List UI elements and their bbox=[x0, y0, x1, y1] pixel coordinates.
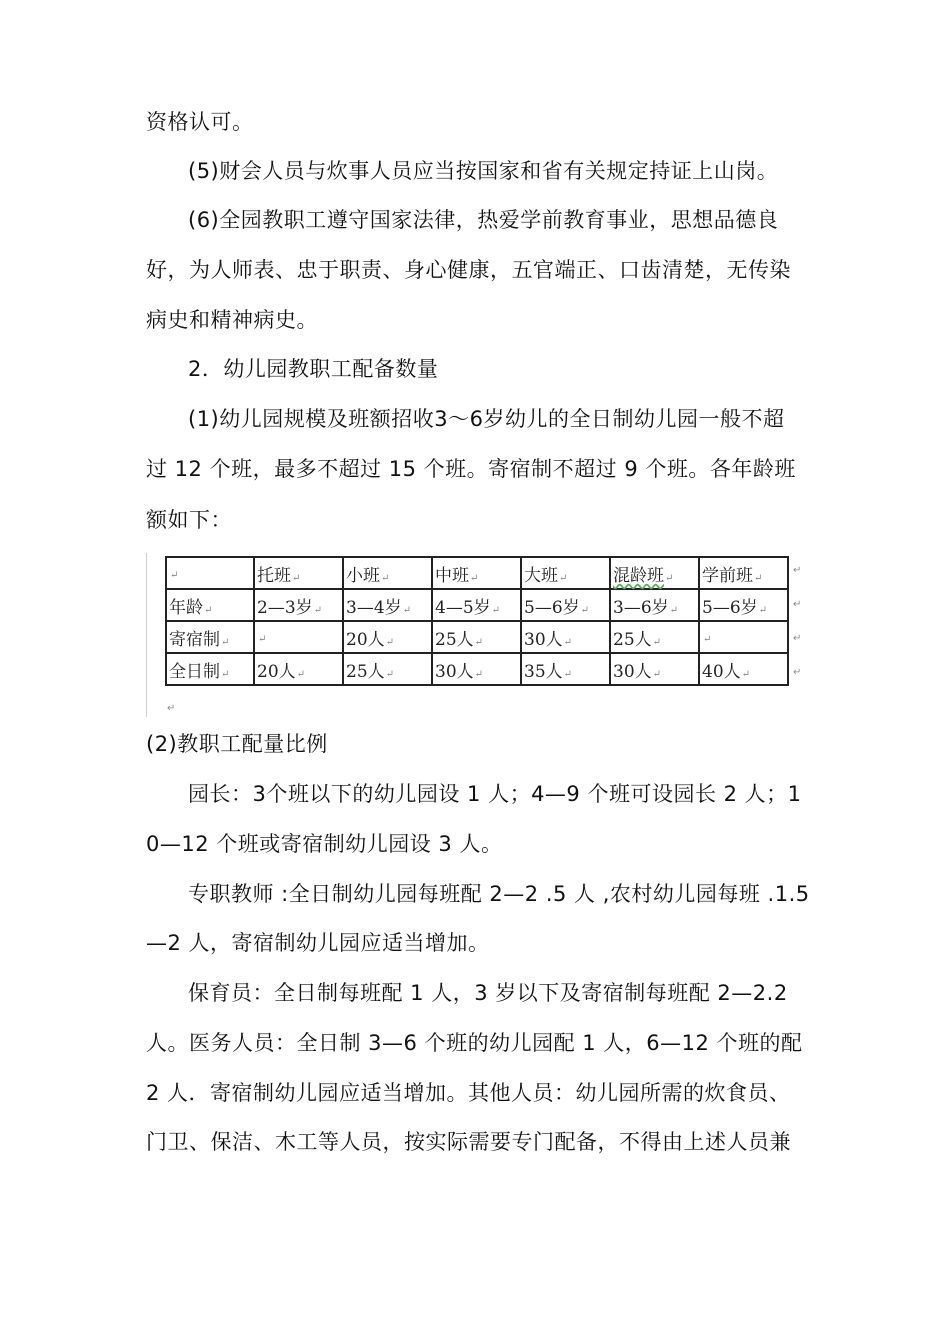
section-heading: 2．幼儿园教职工配备数量 bbox=[188, 357, 439, 381]
table-cell: 25人↵ bbox=[343, 653, 432, 685]
paragraph-line: 园长：3个班以下的幼儿园设 1 人；4—9 个班可设园长 2 人；1 bbox=[188, 782, 802, 806]
paragraph-line: 过 12 个班，最多不超过 15 个班。寄宿制不超过 9 个班。各年龄班 bbox=[146, 457, 796, 481]
row-end-mark: ↵ bbox=[793, 599, 802, 610]
table-cell: 5—6岁↵ bbox=[521, 589, 610, 621]
table-cell: 大班↵ bbox=[521, 557, 610, 589]
paragraph-line: 2 人．寄宿制幼儿园应适当增加。其他人员：幼儿园所需的炊食员、 bbox=[146, 1081, 791, 1105]
table-row bbox=[166, 589, 788, 621]
row-end-mark: ↵ bbox=[793, 565, 802, 576]
paragraph-line: 资格认可。 bbox=[146, 110, 254, 134]
paragraph-line: 门卫、保洁、木工等人员，按实际需要专门配备，不得由上述人员兼 bbox=[146, 1130, 791, 1154]
table-cell: 20人↵ bbox=[343, 621, 432, 653]
row-end-mark: ↵ bbox=[793, 633, 802, 644]
table-cell: ↵ bbox=[699, 621, 788, 653]
table-cell: 40人↵ bbox=[699, 653, 788, 685]
table-cell: 小班↵ bbox=[343, 557, 432, 589]
table-cell: 5—6岁↵ bbox=[699, 589, 788, 621]
table-row bbox=[166, 621, 788, 653]
table-cell: 学前班↵ bbox=[699, 557, 788, 589]
paragraph-mark: ↵ bbox=[167, 703, 176, 714]
paragraph-line: (1)幼儿园规模及班额招收3～6岁幼儿的全日制幼儿园一般不超 bbox=[188, 407, 785, 431]
table-cell: 全日制↵ bbox=[166, 653, 254, 685]
table-cell: 3—4岁↵ bbox=[343, 589, 432, 621]
table-cell: 托班↵ bbox=[254, 557, 343, 589]
paragraph-line: (5)财会人员与炊事人员应当按国家和省有关规定持证上山岗。 bbox=[188, 159, 779, 183]
table-cell: 中班↵ bbox=[432, 557, 521, 589]
paragraph-line: 人。医务人员：全日制 3—6 个班的幼儿园配 1 人，6—12 个班的配 bbox=[146, 1031, 803, 1055]
paragraph-line: 专职教师 :全日制幼儿园每班配 2—2 .5 人 ,农村幼儿园每班 .1.5 bbox=[188, 882, 810, 906]
table-cell: 30人↵ bbox=[521, 621, 610, 653]
table-cell: 3—6岁↵ bbox=[610, 589, 699, 621]
paragraph-line: 0—12 个班或寄宿制幼儿园设 3 人。 bbox=[146, 832, 503, 856]
table-cell: 2—3岁↵ bbox=[254, 589, 343, 621]
table-cell: 30人↵ bbox=[432, 653, 521, 685]
table-cell: 寄宿制↵ bbox=[166, 621, 254, 653]
paragraph-line: 病史和精神病史。 bbox=[146, 308, 318, 332]
table-row bbox=[166, 653, 788, 685]
section-heading: (2)教职工配量比例 bbox=[146, 732, 328, 756]
table-cell: 30人↵ bbox=[610, 653, 699, 685]
table-cell: ↵ bbox=[254, 621, 343, 653]
table-cell: 年龄↵ bbox=[166, 589, 254, 621]
table-row bbox=[166, 557, 788, 589]
table-cell: 20人↵ bbox=[254, 653, 343, 685]
table-cell: ↵ bbox=[166, 557, 254, 589]
table-cell: 25人↵ bbox=[610, 621, 699, 653]
paragraph-line: 保育员：全日制每班配 1 人，3 岁以下及寄宿制每班配 2—2.2 bbox=[188, 981, 788, 1005]
class-size-table-image bbox=[146, 553, 801, 717]
paragraph-line: 额如下： bbox=[146, 508, 232, 532]
row-end-mark: ↵ bbox=[793, 667, 802, 678]
paragraph-line: —2 人，寄宿制幼儿园应适当增加。 bbox=[146, 931, 490, 955]
paragraph-line: 好，为人师表、忠于职责、身心健康，五官端正、口齿清楚，无传染 bbox=[146, 258, 791, 282]
class-size-table bbox=[165, 556, 789, 686]
table-cell: 25人↵ bbox=[432, 621, 521, 653]
table-cell: 35人↵ bbox=[521, 653, 610, 685]
table-cell: 混龄班↵ bbox=[610, 557, 699, 589]
paragraph-line: (6)全园教职工遵守国家法律，热爱学前教育事业，思想品德良 bbox=[188, 208, 779, 232]
table-cell: 4—5岁↵ bbox=[432, 589, 521, 621]
